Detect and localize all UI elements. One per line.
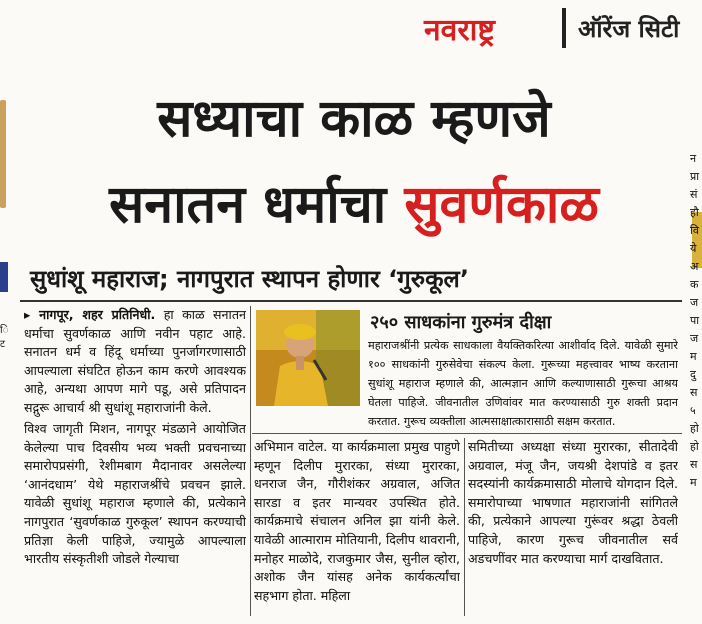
headline-rule	[20, 300, 682, 302]
headline-line-2	[30, 162, 678, 248]
newspaper-brand: नवराष्ट्र	[424, 13, 495, 48]
speaker-photo	[256, 310, 360, 406]
masthead-divider	[562, 8, 566, 48]
article-column-3: समितीच्या अध्यक्षा संध्या मुरारका, सीतादेवी अग्रवाल, मंजू जैन, जयश्री देशपांडे व इतर सदस्यांनी कार्यक्रमासाठी मोलाचे योगदान दिले. समारोपाच्या भाषणात महाराजांनी सांगितले की, प्रत्येकाने आपल्या गुरूंवर श्रद्धा ठेवली पाहिजे, कारण गुरूच जीवनातील सर्व अडचणींवर मात करण्याचा मार्ग दाखवितात.	[468, 439, 678, 566]
speaker-photo-image	[256, 310, 360, 406]
masthead	[0, 0, 702, 58]
column-divider-2	[464, 438, 465, 616]
headline-line-1: सध्याचा काळ म्हणजे	[157, 89, 551, 149]
headline-line-2-red: सुवर्णकाळ	[404, 175, 599, 235]
box-bottom-rule	[252, 433, 682, 434]
dateline: ▸ नागपूर, शहर प्रतिनिधी.	[24, 307, 156, 322]
scroll-ornament	[0, 100, 6, 208]
box-title: २५० साधकांना गुरुमंत्र दीक्षा	[370, 312, 552, 333]
headline-line-2-black: सनातन धर्माचा	[109, 175, 387, 235]
column-divider-1	[250, 306, 251, 616]
intro-text: हा काळ सनातन धर्माचा सुवर्णकाळ आणि नवीन पहाट आहे. सनातन धर्म व हिंदू धर्माच्या पुनर्जागरणासाठी आपल्याला संघटित होऊन काम करणे आवश्यक आहे, अन्यथा आपण मागे पडू, असे प्रतिपादन सद्गुरू आचार्य श्री सुधांशू महाराजांनी केले.	[24, 307, 246, 415]
section-name: ऑरेंज सिटी	[578, 15, 680, 43]
subheadline: सुधांशू महाराज; नागपुरात स्थापन होणार ‘गुरुकूल’	[30, 265, 469, 293]
left-edge-text: ि ट	[0, 325, 9, 350]
article-intro	[24, 306, 246, 418]
article-column-1: विश्व जागृती मिशन, नागपूर मंडळाने आयोजित केलेल्या पाच दिवसीय भव्य भक्ती प्रवचनाच्या समारोपप्रसंगी, रेशीमबाग मैदानावर असलेल्या ‘आनंदधाम’ येथे महाराजश्रींचे प्रवचन झाले. यावेळी सुधांशू महाराज म्हणाले की, प्रत्येकाने नागपुरात ‘सुवर्णकाळ गुरुकूल’ स्थापन करण्याची प्रतिज्ञा केली पाहिजे, ज्यामुळे आपल्याला भारतीय संस्कृतीशी जोडले गेल्याचा	[24, 421, 246, 567]
left-edge-strip	[0, 262, 8, 292]
adjacent-article-text: न प्रा सं हौ वि ये अ क ज पा ज म दु स ५ हो हो स म	[690, 152, 700, 489]
box-text: महाराजश्रींनी प्रत्येक साधकाला वैयक्तिकरित्या आशीर्वाद दिले. यावेळी सुमारे १०० साधकांनी गुरुसेवेचा संकल्प केला. गुरूच्या महत्त्वावर भाष्य करताना सुधांशू महाराज म्हणाले की, आत्मज्ञान आणि कल्याणासाठी गुरूचा आश्रय घेतला पाहिजे. जीवनातील उणिवांवर मात करण्यासाठी गुरु शक्ती प्रदान करतात. गुरूच व्यक्तीला आत्मसाक्षात्कारासाठी सक्षम करतात.	[368, 339, 678, 428]
headline	[30, 76, 678, 248]
article-column-2: अभिमान वाटेल. या कार्यक्रमाला प्रमुख पाहुणे म्हणून दिलीप मुरारका, संध्या मुरारका, धनराज जैन, गौरीशंकर अग्रवाल, अजित सारडा व इतर मान्यवर उपस्थित होते. कार्यक्रमाचे संचालन अनिल झा यांनी केले. यावेळी आत्माराम मोतियानी, दिलीप थावरानी, मनोहर माळोदे, राजकुमार जैस, सुनील व्होरा, अशोक जैन यांसह अनेक कार्यकर्त्यांचा सहभाग होता. महिला	[254, 439, 460, 603]
